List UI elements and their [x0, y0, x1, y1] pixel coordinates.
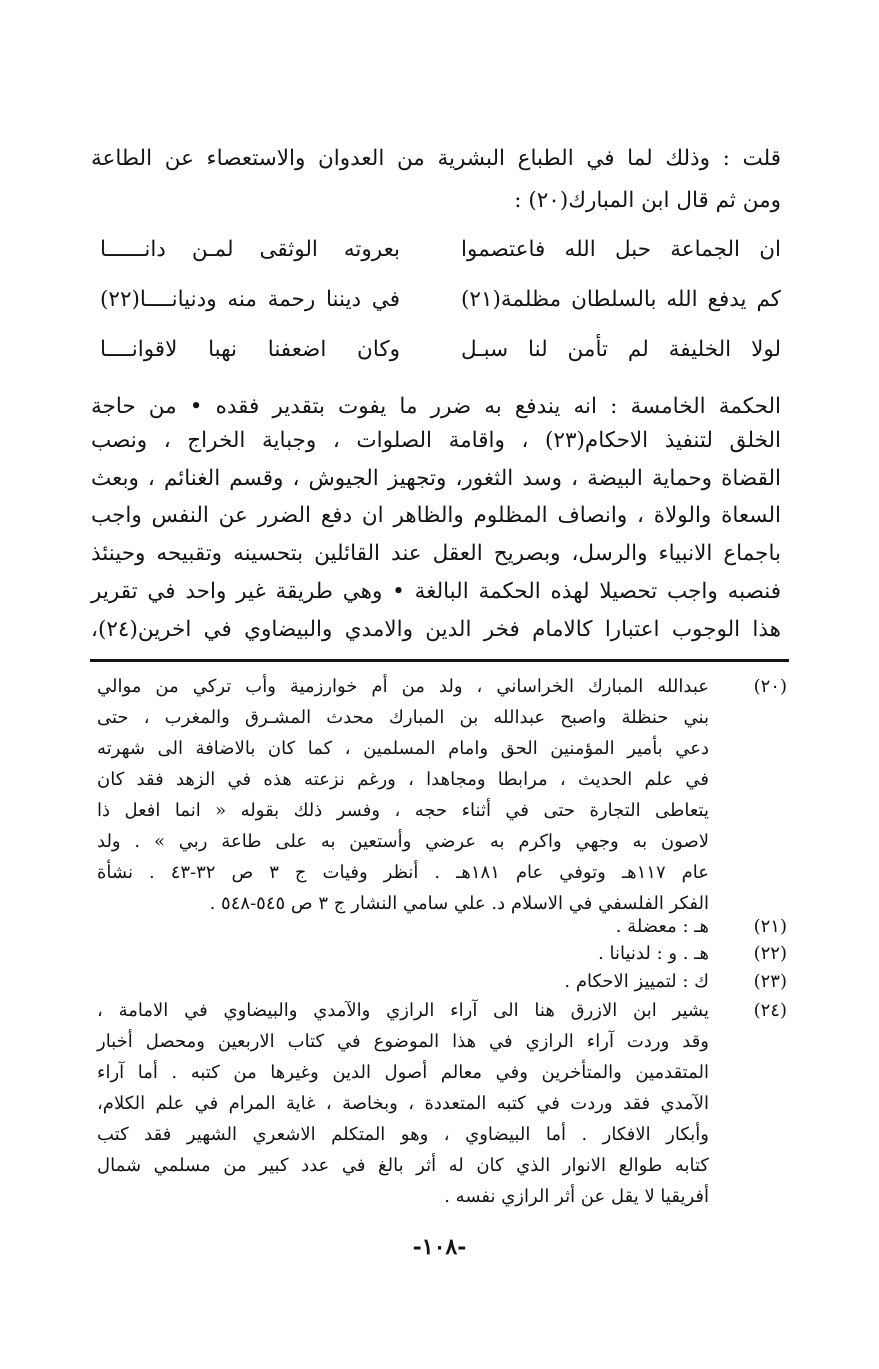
footnote-line: الآمدي فقد وردت في كتبه المتعددة ، وبخاصة ، غاية المرام في علم الكلام،: [97, 1093, 709, 1114]
verse-second-hemistich: بعروته الوثقى لمـن دانــــــا: [100, 237, 400, 262]
paragraph-line: باجماع الانبياء والرسل، وبصريح العقل عند القائلين بتحسينه وتقبيحه وحينئذ: [91, 541, 781, 566]
footnote-line: بني حنظلة واصبح عبدالله بن المبارك محدث المشـرق والمغرب ، حتى: [97, 707, 709, 728]
verse-first-hemistich: لولا الخليفة لم تأمن لنا سبـل: [461, 337, 781, 362]
footnote-line: الفكر الفلسفي في الاسلام د. علي سامي النشار ج ٣ ص ٥٤٥-٥٤٨ .: [209, 893, 709, 914]
footnote-line: عبدالله المبارك الخراساني ، ولد من أم خوارزمية وأب تركي من موالي: [97, 676, 709, 697]
footnote-number: (٢٢): [753, 943, 787, 964]
footnote-line: كتابه طوالع الانوار الذي كان له أثر بالغ في عدد كبير من مسلمي شمال: [97, 1155, 709, 1176]
verse-second-hemistich: وكان اضعفنا نهبا لاقوانــــا: [100, 337, 400, 362]
footnote-separator: [90, 659, 789, 662]
footnote-line: وقد وردت آراء الرازي في هذا الموضوع في كتاب الاربعين ومحصل أخبار: [97, 1031, 709, 1052]
footnote-line: في علم الحديث ، مرابطا ومجاهدا ، ورغم نزعته هذه في الزهد فقد كان: [97, 769, 709, 790]
paragraph-line: القضاة وحماية البيضة ، وسد الثغور، وتجهيز الجيوش ، وقسم الغنائم ، وبعث: [91, 466, 781, 491]
verse: [100, 276, 781, 324]
footnote-line: يشير ابن الازرق هنا الى آراء الرازي والآمدي والبيضاوي في الامامة ،: [97, 1000, 709, 1021]
verse-second-hemistich: في ديننا رحمة منه ودنيانــــا(٢٢): [100, 287, 400, 312]
footnote-line: هـ : معضلة .: [615, 916, 709, 937]
footnote-number: (٢٤): [753, 1000, 787, 1021]
footnote-number: (٢١): [753, 916, 787, 937]
footnote-line: دعي بأمير المؤمنين الحق وامام المسلمين ، كما كان بالاضافة الى شهرته: [97, 738, 709, 759]
footnote-line: لاصون به وجهي واكرم به عرضي وأستعين به على طاعة ربي » . ولد: [97, 831, 709, 852]
paragraph-line: السعاة والولاة ، وانصاف المظلوم والظاهر ان دفع الضرر عن النفس واجب: [91, 503, 781, 528]
footnote-line: المتقدمين والمتأخرين وفي معالم أصول الدين وغيرها من كتبه . أما آراء: [97, 1062, 709, 1083]
footnote-line: هـ . و : لدنيانا .: [598, 943, 709, 964]
footnote-line: ك : لتمييز الاحكام .: [564, 971, 709, 992]
paragraph-line: الخلق لتنفيذ الاحكام(٢٣) ، واقامة الصلوات ، وجباية الخراج ، ونصب: [91, 428, 781, 453]
footnote-line: وأبكار الافكار . أما البيضاوي ، وهو المتكلم الاشعري الشهير فقد كتب: [97, 1124, 709, 1145]
paragraph-line: هذا الوجوب اعتبارا كالامام فخر الدين والامدي والبيضاوي في اخرين(٢٤)،: [91, 617, 781, 642]
verse-first-hemistich: كم يدفع الله بالسلطان مظلمة(٢١): [461, 287, 781, 312]
verse-first-hemistich: ان الجماعة حبل الله فاعتصموا: [461, 237, 781, 262]
footnote-line: عام ١١٧هـ وتوفي عام ١٨١هـ . أنظر وفيات ج ٣ ص ٣٢-٤٣ . نشأة: [97, 862, 709, 883]
page-number: -١٠٨-: [412, 1234, 467, 1260]
verse: [100, 326, 781, 374]
footnote-number: (٢٠): [753, 676, 787, 697]
footnote-line: يتعاطى التجارة حتى في أثناء حجه ، وفسر ذلك بقوله « انما افعل ذا: [97, 800, 709, 821]
body-line: ومن ثم قال ابن المبارك(٢٠) :: [514, 188, 781, 213]
body-line: قلت : وذلك لما في الطباع البشرية من العدوان والاستعصاء عن الطاعة: [91, 146, 781, 171]
paragraph-line: الحكمة الخامسة : انه يندفع به ضرر ما يفوت بتقدير فقده • من حاجة: [91, 394, 781, 419]
footnote-number: (٢٣): [753, 971, 787, 992]
footnote-line: أفريقيا لا يقل عن أثر الرازي نفسه .: [444, 1186, 709, 1207]
paragraph-line: فنصبه واجب تحصيلا لهذه الحكمة البالغة • وهي طريقة غير واحد في تقرير: [91, 579, 781, 604]
verse: [100, 226, 781, 274]
